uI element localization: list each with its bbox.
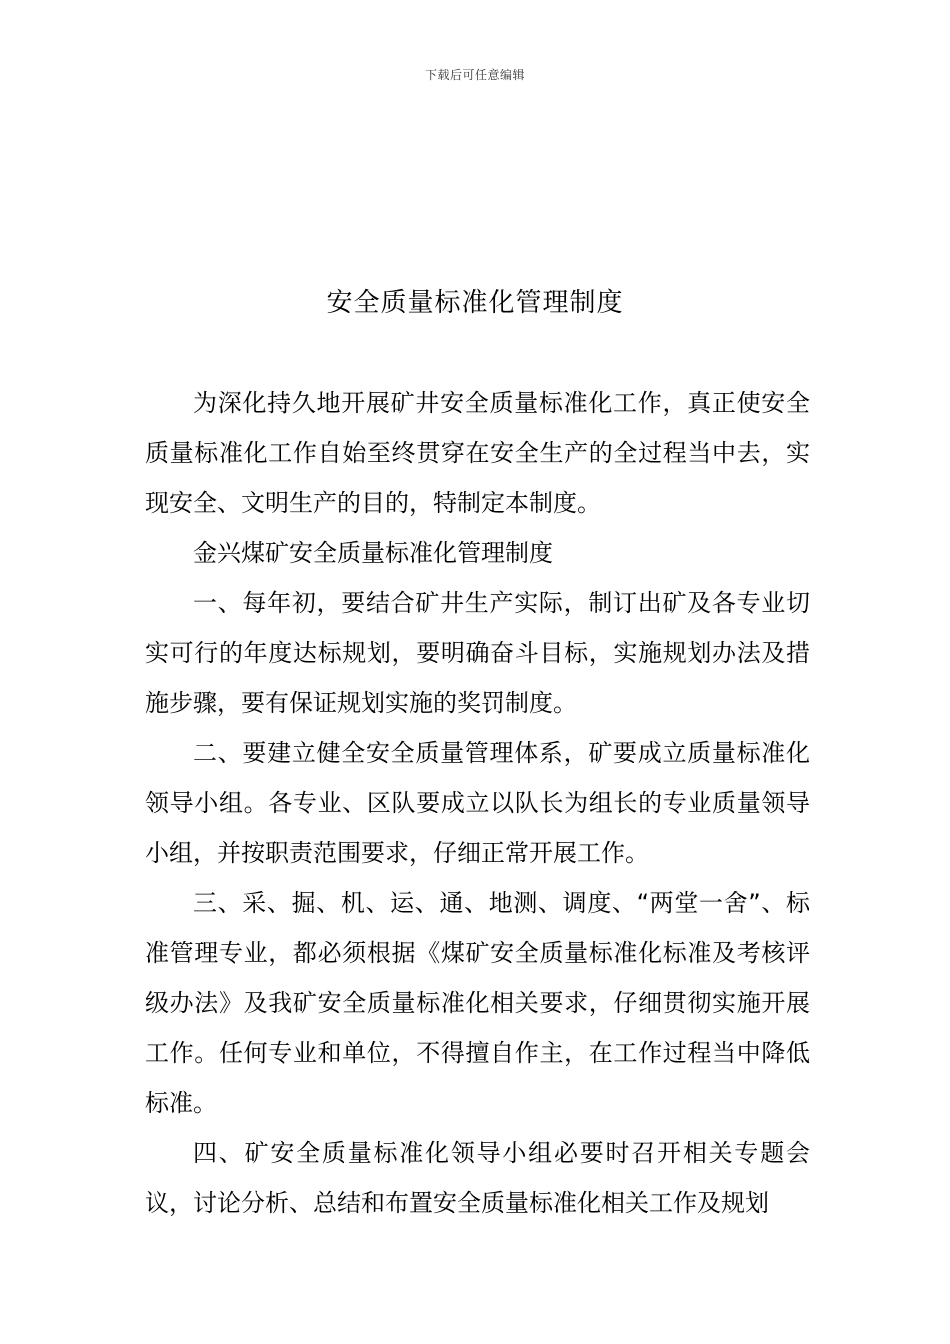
- document-title: 安全质量标准化管理制度: [326, 288, 624, 318]
- paragraph-item-3: 三、采、掘、机、运、通、地测、调度、“两堂一舍”、标准管理专业，都必须根据《煤矿安全质量标准化标准及考核评级办法》及我矿安全质量标准化相关要求，仔细贯彻实施开展工作。任何专业和单位，不得擅自作主，在工作过程当中降低标准。: [145, 889, 810, 1117]
- document-body: [145, 378, 810, 1228]
- paragraph-item-2: 二、要建立健全安全质量管理体系，矿要成立质量标准化领导小组。各专业、区队要成立以队长为组长的专业质量领导小组，并按职责范围要求，仔细正常开展工作。: [145, 739, 810, 867]
- paragraph-subtitle: 金兴煤矿安全质量标准化管理制度: [193, 539, 553, 567]
- paragraph-item-1: 一、每年初，要结合矿井生产实际，制订出矿及各专业切实可行的年度达标规划，要明确奋斗目标，实施规划办法及措施步骤，要有保证规划实施的奖罚制度。: [145, 589, 810, 717]
- paragraph-intro: 为深化持久地开展矿井安全质量标准化工作，真正使安全质量标准化工作自始至终贯穿在安全生产的全过程当中去，实现安全、文明生产的目的，特制定本制度。: [145, 389, 810, 517]
- header-note: 下载后可任意编辑: [424, 68, 525, 82]
- paragraph-item-4: 四、矿安全质量标准化领导小组必要时召开相关专题会议，讨论分析、总结和布置安全质量标准化相关工作及规划: [145, 1139, 810, 1217]
